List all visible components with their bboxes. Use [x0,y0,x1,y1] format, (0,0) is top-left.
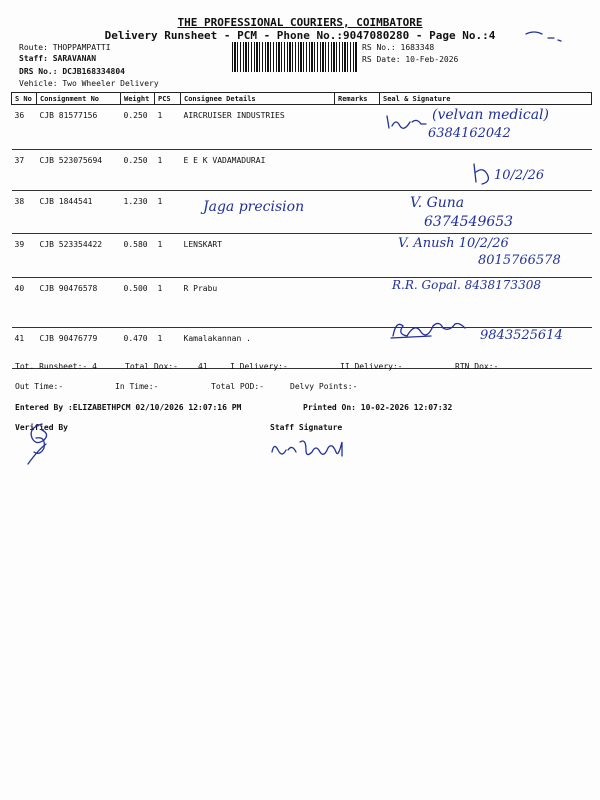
staff-signature-label: Staff Signature [270,423,343,432]
row-consignee: AIRCRUISER INDUSTRIES [181,105,335,150]
row-sno: 38 [12,191,37,234]
ii-delivery: II Delivery:- [340,362,403,371]
row-remarks [335,191,380,234]
row-sno: 39 [12,234,37,278]
row-weight: 0.250 [121,105,155,150]
row-sno: 41 [12,328,37,369]
row-pcs: 1 [155,191,181,234]
col-sno: S No [12,93,37,105]
drs-number: DRS No.: DCJB168334804 [19,67,125,76]
in-time: In Time:- [115,382,159,391]
signature-row37 [470,160,496,188]
barcode [232,42,358,72]
handwritten-sig-r40: R.R. Gopal. 8438173308 [392,278,541,292]
vehicle-label: Vehicle: Two Wheeler Delivery [19,79,159,88]
rs-number: RS No.: 1683348 [362,43,435,52]
signature-row41 [389,318,469,344]
row-sno: 36 [12,105,37,150]
total-dox-value: 41 [198,362,208,371]
row-pcs: 1 [155,105,181,150]
handwritten-phone-r36: 6384162042 [428,126,511,141]
row-remarks [335,234,380,278]
tot-runsheet: Tot. Runsheet:- 4 [15,362,97,371]
row-consignee: LENSKART [181,234,335,278]
row-consignee: E E K VADAMADURAI [181,150,335,191]
delvy-points: Delvy Points:- [290,382,358,391]
handwritten-note-r36: (velvan medical) [432,107,549,123]
col-signature: Seal & Signature [380,93,592,105]
row-consignment: CJB 523075694 [37,150,121,191]
row-consignment: CJB 1844541 [37,191,121,234]
rtn-dox: RTN Dox:- [455,362,499,371]
pen-mark-icon [524,26,564,46]
row-consignment: CJB 90476578 [37,278,121,328]
i-delivery: I Delivery:- [230,362,288,371]
row-remarks [335,105,380,150]
handwritten-phone-r39: 8015766578 [478,253,561,268]
total-pod: Total POD:- [211,382,264,391]
col-remarks: Remarks [335,93,380,105]
row-consignment: CJB 81577156 [37,105,121,150]
rs-date: RS Date: 10-Feb-2026 [362,55,459,64]
row-remarks [335,278,380,328]
row-pcs: 1 [155,150,181,191]
col-pcs: PCS [155,93,181,105]
row-weight: 0.580 [121,234,155,278]
staff-label: Staff: SARAVANAN [19,54,97,63]
out-time: Out Time:- [15,382,64,391]
route-label: Route: THOPPAMPATTI [19,43,111,52]
row-pcs: 1 [155,234,181,278]
total-dox-label: Total Dox:- [125,362,178,371]
col-consignee: Consignee Details [181,93,335,105]
handwritten-consignee-r38: Jaga precision [203,199,305,215]
row-weight: 0.500 [121,278,155,328]
row-weight: 1.230 [121,191,155,234]
row-consignee: Kamalakannan . [181,328,335,369]
row-sno: 40 [12,278,37,328]
row-sno: 37 [12,150,37,191]
row-remarks [335,150,380,191]
printed-on: Printed On: 10-02-2026 12:07:32 [303,403,453,412]
row-weight: 0.250 [121,150,155,191]
row-consignment: CJB 523354422 [37,234,121,278]
handwritten-sig-r39: V. Anush 10/2/26 [398,236,509,251]
handwritten-sig-r38: V. Guna [410,195,465,211]
runsheet-title: Delivery Runsheet - PCM - Phone No.:9047080280 - Page No.:4 [104,29,496,42]
row-pcs: 1 [155,328,181,369]
verifier-signature [22,420,62,468]
staff-signature [268,434,352,464]
handwritten-date-r37: 10/2/26 [494,168,545,183]
company-title: THE PROFESSIONAL COURIERS, COIMBATORE [177,16,423,29]
row-pcs: 1 [155,278,181,328]
verified-by-label: Verified By [15,423,68,432]
row-consignee: R Prabu [181,278,335,328]
row-weight: 0.470 [121,328,155,369]
col-weight: Weight [121,93,155,105]
row-consignment: CJB 90476779 [37,328,121,369]
entered-by: Entered By :ELIZABETHPCM 02/10/2026 12:07:16 PM [15,403,242,412]
table-header-row [12,93,592,105]
signature-row36 [384,112,428,134]
handwritten-phone-r38: 6374549653 [424,214,514,230]
col-consignment: Consignment No [37,93,121,105]
handwritten-phone-r41: 9843525614 [480,328,563,343]
